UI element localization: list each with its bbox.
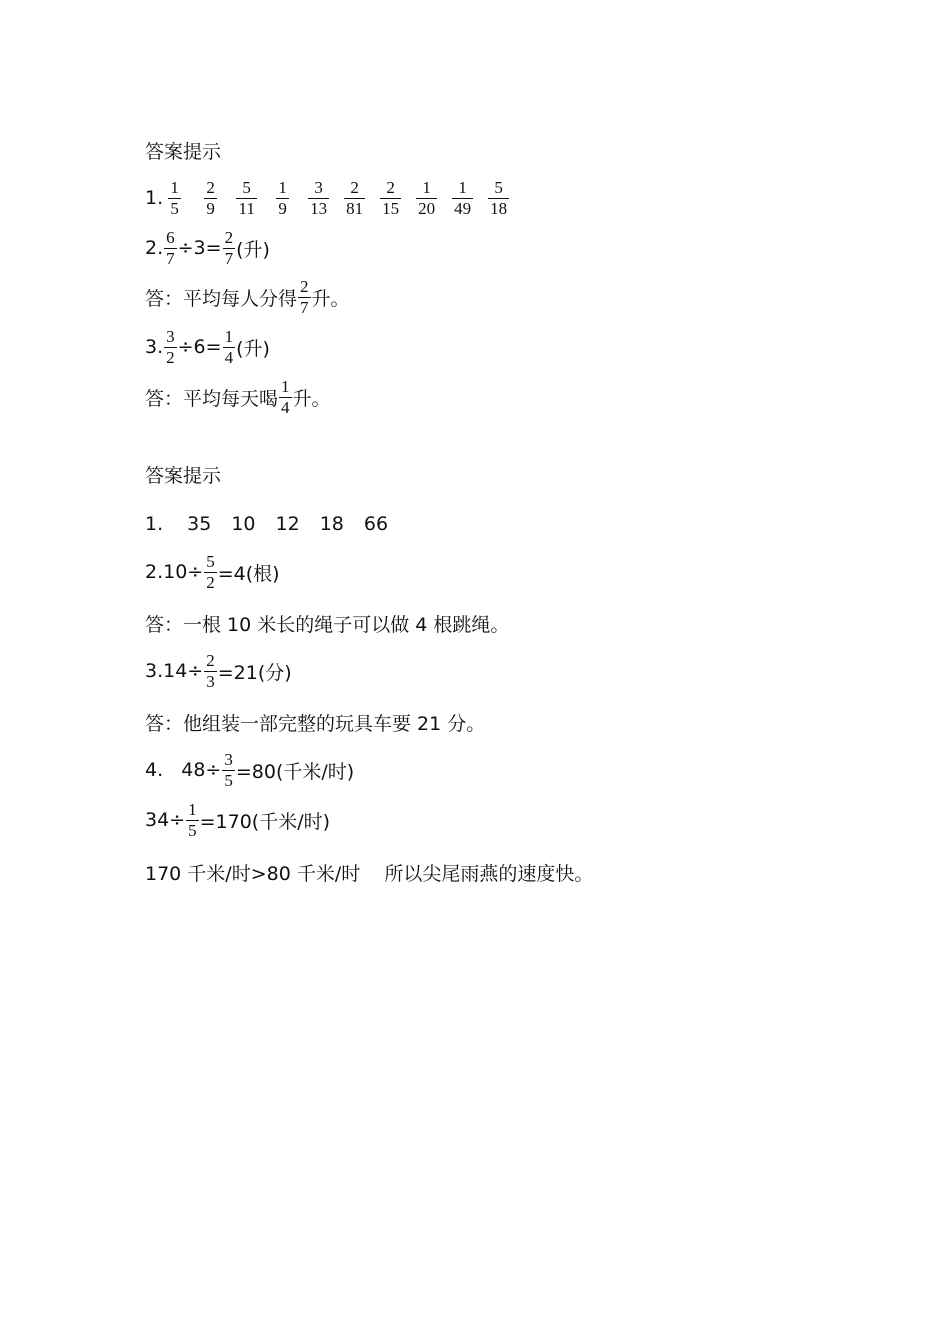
section1-q1 [145, 178, 523, 218]
section2-q4-line2: 34÷ $\frac{1}{5}$ =170(千米/时) [145, 799, 331, 840]
fraction: $\frac{1}{5}$ [170, 177, 179, 218]
fraction: $\frac{2}{9}$ [206, 177, 215, 218]
section1-q3-answer: 答：平均每天喝 $\frac{1}{4}$ 升。 [145, 376, 331, 417]
fraction: $\frac{1}{5}$ [188, 799, 197, 840]
fraction: $\frac{3}{13}$ [310, 177, 328, 218]
section2-q2: 2.10÷ $\frac{5}{2}$ =4(根) [145, 551, 280, 592]
section2-q3: 3.14÷ $\frac{2}{3}$ =21(分) [145, 650, 292, 691]
fraction: $\frac{2}{7}$ [300, 276, 309, 317]
fraction: $\frac{6}{7}$ [166, 227, 175, 268]
section2-q4: 4. 48÷ $\frac{3}{5}$ =80(千米/时) [145, 749, 355, 790]
section1-heading: 答案提示 [145, 140, 222, 163]
fraction: $\frac{1}{4}$ [281, 376, 290, 417]
fraction: $\frac{2}{7}$ [224, 227, 234, 268]
fraction: $\frac{1}{9}$ [278, 177, 287, 218]
fraction: $\frac{1}{20}$ [418, 177, 436, 218]
q1-label: 1. [145, 187, 164, 209]
fraction: $\frac{1}{4}$ [224, 326, 234, 367]
section2-q3-answer: 答：他组装一部完整的玩具车要 21 分。 [145, 712, 486, 735]
fraction: $\frac{3}{5}$ [224, 749, 233, 790]
section2-heading: 答案提示 [145, 464, 222, 487]
section1-q2: 2. $\frac{6}{7}$ ÷3= $\frac{2}{7}$ (升) [145, 227, 270, 268]
q1-fraction-list [163, 178, 523, 219]
section2-q1: 1. 35 10 12 18 66 [145, 513, 389, 535]
fraction: $\frac{5}{18}$ [490, 177, 508, 218]
fraction: $\frac{5}{2}$ [206, 551, 215, 592]
fraction: $\frac{5}{11}$ [238, 177, 255, 218]
section2-q2-answer: 答：一根 10 米长的绳子可以做 4 根跳绳。 [145, 613, 510, 636]
fraction: $\frac{2}{81}$ [346, 177, 364, 218]
section2-q4-conclusion: 170 千米/时>80 千米/时 所以尖尾雨燕的速度快。 [145, 862, 594, 885]
fraction: $\frac{1}{49}$ [454, 177, 472, 218]
fraction: $\frac{3}{2}$ [166, 326, 175, 367]
fraction: $\frac{2}{3}$ [206, 650, 215, 691]
section1-q2-answer: 答：平均每人分得 $\frac{2}{7}$ 升。 [145, 276, 350, 317]
section1-q3: 3. $\frac{3}{2}$ ÷6= $\frac{1}{4}$ (升) [145, 326, 270, 367]
fraction: $\frac{2}{15}$ [382, 177, 400, 218]
